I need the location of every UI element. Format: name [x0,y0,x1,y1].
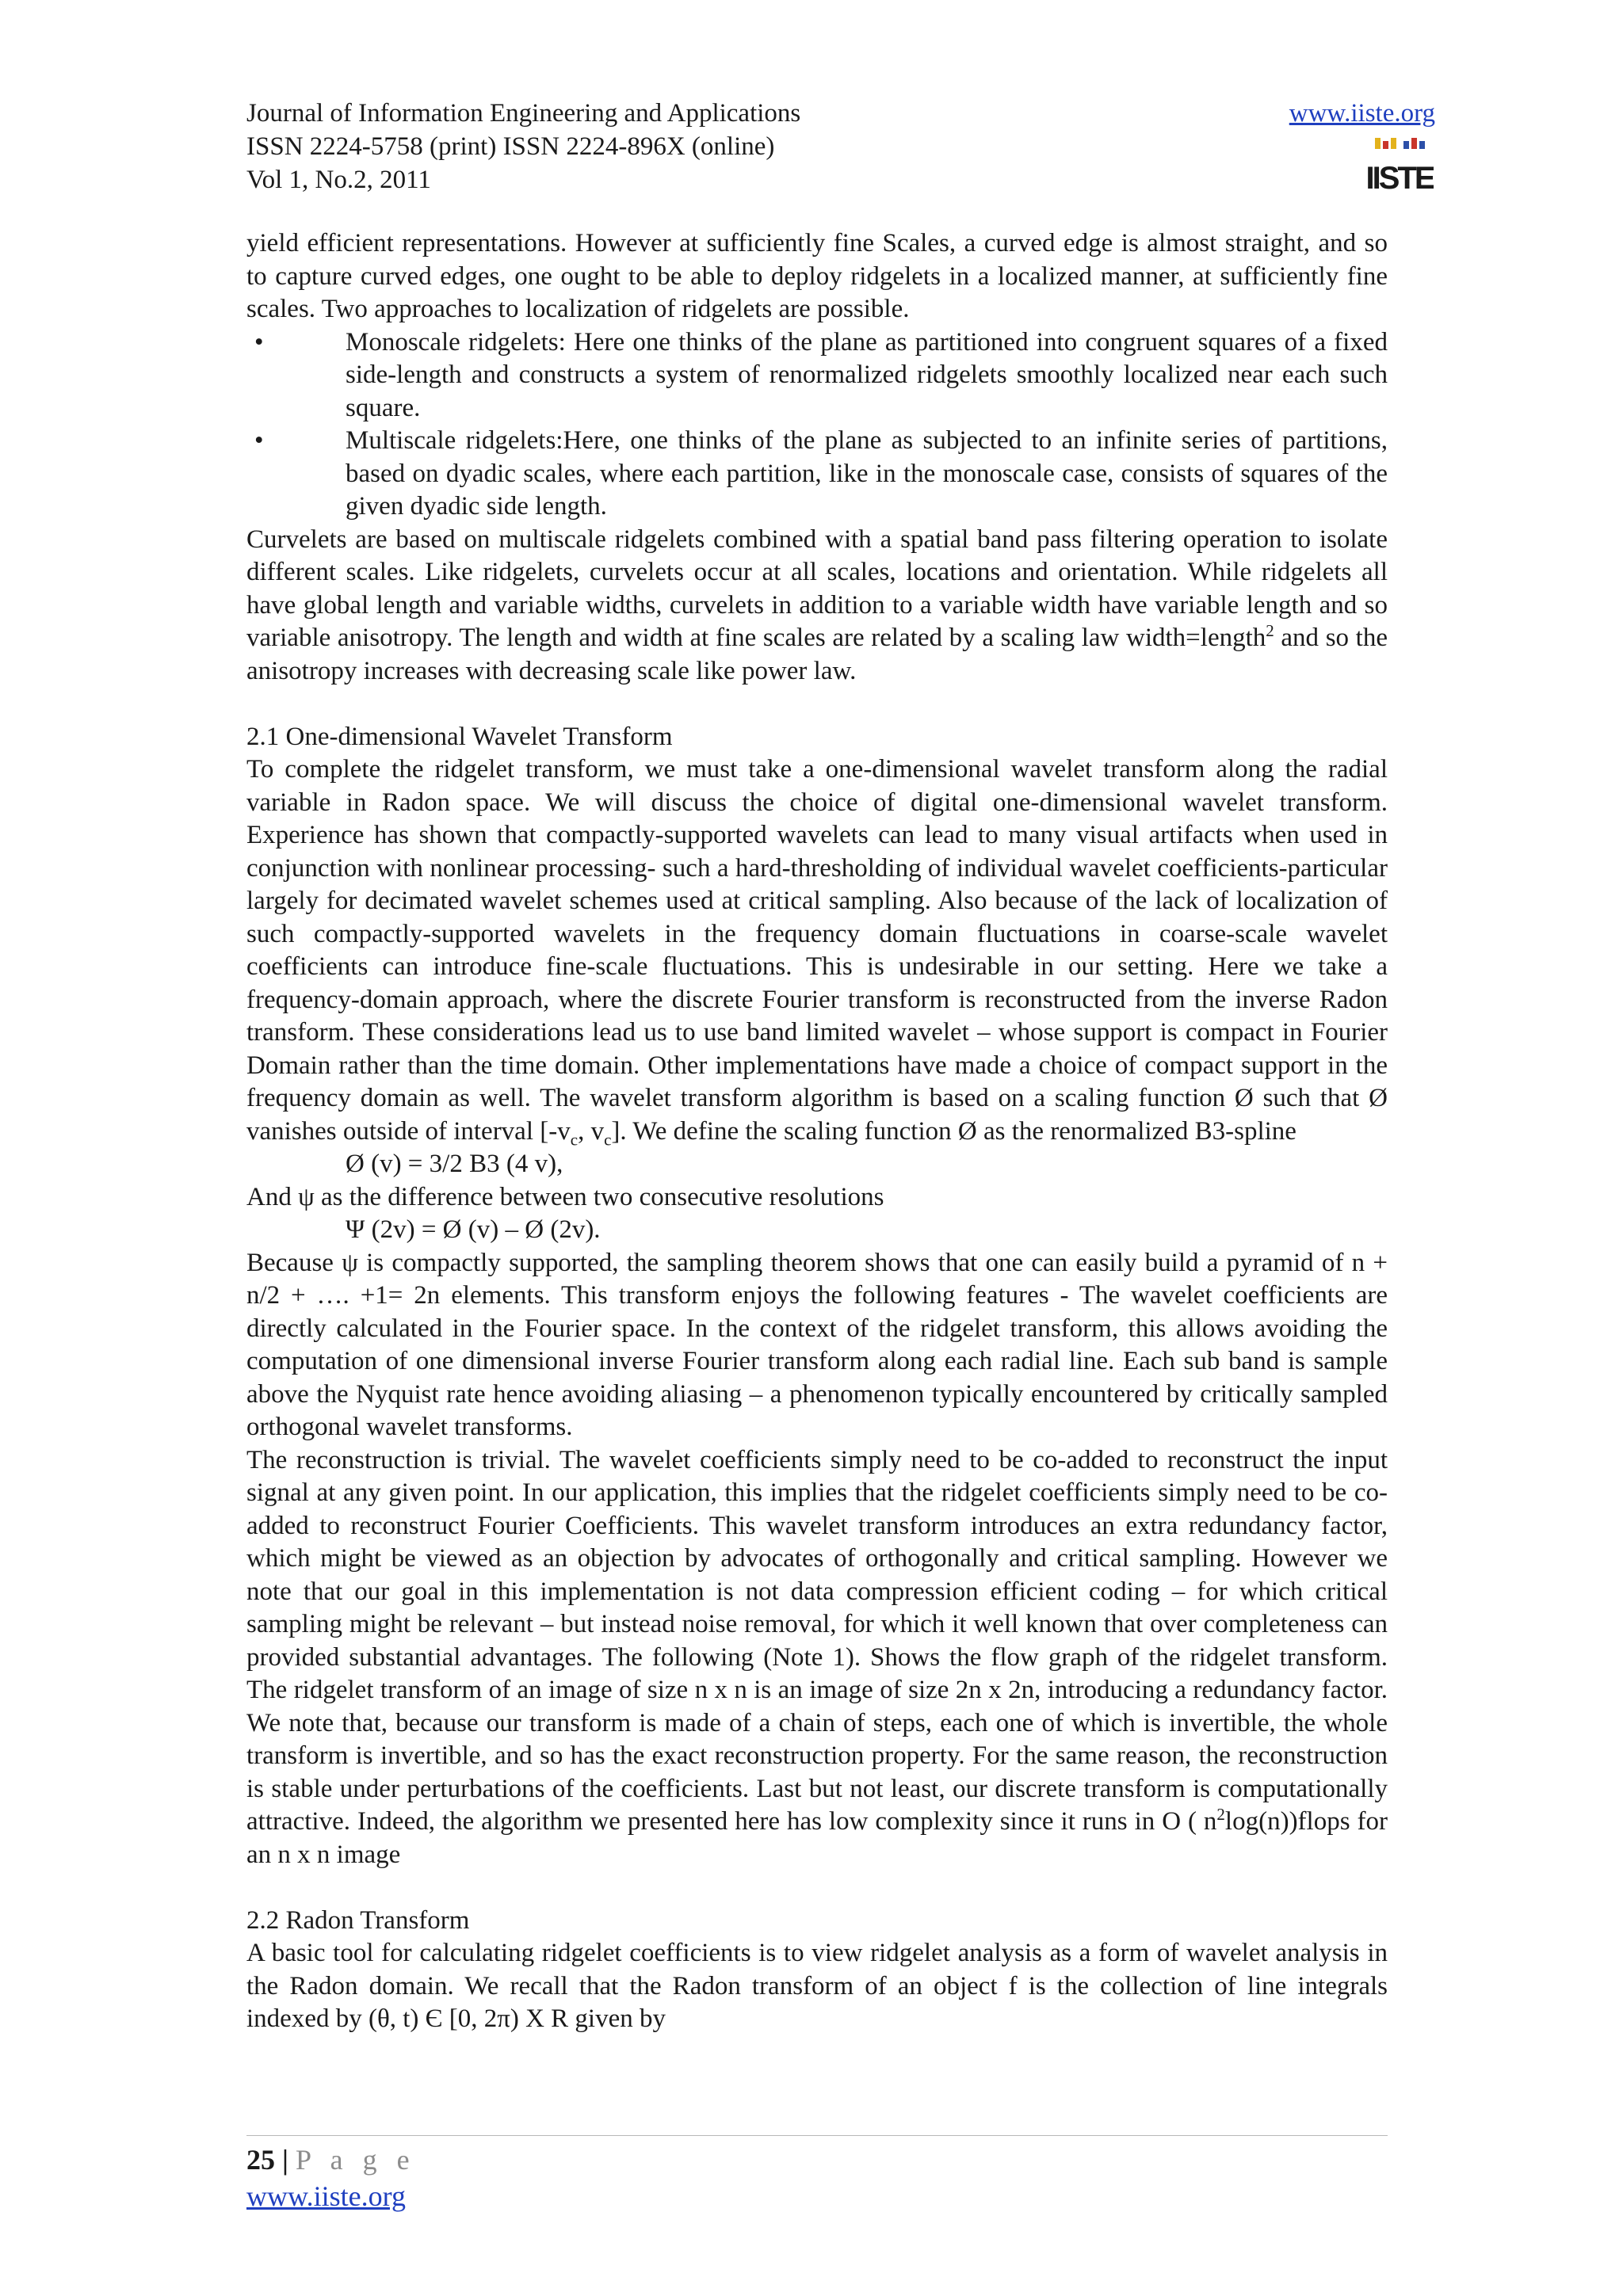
page-header [246,97,1435,196]
page-footer [246,2142,416,2214]
bullet-text-multiscale: Multiscale ridgelets:Here, one thinks of the plane as subjected to an infinite series of partitions, based on dyadic scales, where each partition, like in the monoscale case, consists of squares of the given dyadic side length. [346,426,1388,521]
page-word: P a g e [295,2144,416,2176]
iiste-logo-icon [1365,136,1434,193]
subscript: c [570,1130,579,1150]
localization-list [246,326,1388,524]
page-number-line [246,2142,416,2178]
section-2-2-title: 2.2 Radon Transform [246,1905,470,1935]
header-website-link[interactable]: www.iiste.org [1289,99,1435,128]
curvelets-text-end: and so the anisotropy increases with decreasing scale like power law. [246,624,1388,685]
bullet-text-monoscale: Monoscale ridgelets: Here one thinks of the plane as partitioned into congruent squares of a fixed side-length and constructs a system of renormalized ridgelets smoothly localized near each such square. [346,327,1388,422]
reconstruction-paragraph [246,1444,1388,1872]
article-body [246,227,1388,2036]
list-item [246,425,1388,524]
logo-text: IISTE [1365,161,1434,193]
reconstruction-text: The reconstruction is trivial. The wavelet coefficients simply need to be co-added to reconstruct the input signal at any given point. In our application, this implies that the ridgelet coefficients simply need to be co-added to reconstruct Fourier Coefficients. This wavelet transform introduces an extra redundancy factor, which might be viewed as an objection by advocates of orthogonally and critical sampling. However we note that our goal in this implementation is not data compression efficient coding – for which critical sampling might be relevant – but instead noise removal, for which it well known that over completeness can provided substantial advantages. The following (Note 1). Shows the flow graph of the ridgelet transform. The ridgelet transform of an image of size n x n is an image of size 2n x 2n, introducing a redundancy factor. We note that, because our transform is made of a chain of steps, each one of which is invertible, the whole transform is invertible, and so has the exact reconstruction property. For the same reason, the reconstruction is stable under perturbations of the coefficients. Last but not least, our discrete transform is computationally attractive. Indeed, the algorithm we presented here has low complexity since it runs in O ( n [246,1445,1388,1836]
radon-paragraph: A basic tool for calculating ridgelet coefficients is to view ridgelet analysis as a form of wavelet analysis in the Radon domain. We recall that the Radon transform of an object f is the collection of line integrals indexed by (θ, t) Є [0, 2π) X R given by [246,1939,1388,2033]
bullet-icon: • [254,327,264,357]
footer-website-link[interactable]: www.iiste.org [246,2180,406,2212]
page-separator: | [275,2144,296,2176]
subscript: c [604,1130,612,1150]
volume-line: Vol 1, No.2, 2011 [246,166,431,194]
wavelet-text: To complete the ridgelet transform, we must take a one-dimensional wavelet transform along the radial variable in Radon space. We will discuss the choice of digital one-dimensional wavelet transform. Experience has shown that compactly-supported wavelets can lead to many visual artifacts when used in conjunction with nonlinear processing- such a hard-thresholding of individual wavelet coefficients-particular largely for decimated wavelet schemes used at critical sampling. Also because of the lack of localization of such compactly-supported wavelets in the frequency domain fluctuations in coarse-scale wavelet coefficients can introduce fine-scale fluctuations. This is undesirable in our setting. Here we take a frequency-domain approach, where the discrete Fourier transform is reconstructed from the inverse Radon transform. These considerations lead us to use band limited wavelet – whose support is compact in Fourier Domain rather than the time domain. Other implementations have made a choice of compact support in the frequency domain as well. The wavelet transform algorithm is based on a scaling function Ø such that Ø vanishes outside of interval [-v [246,755,1388,1146]
footer-divider [246,2135,1388,2136]
wavelet-text-mid: , v [578,1116,605,1146]
wavelet-paragraph [246,753,1388,1148]
pyramid-paragraph: Because ψ is compactly supported, the sampling theorem shows that one can easily build a pyramid of n + n/2 + …. +1= 2n elements. This transform enjoys the following features - The wavelet coefficients are directly calculated in the Fourier space. In the context of the ridgelet transform, this allows avoiding the computation of one dimensional inverse Fourier transform along each radial line. Each sub band is sample above the Nyquist rate hence avoiding aliasing – a phenomenon typically encountered by critically sampled orthogonal wavelet transforms. [246,1248,1388,1441]
section-2-1-title: 2.1 One-dimensional Wavelet Transform [246,722,673,751]
journal-title: Journal of Information Engineering and Applications [246,99,801,128]
superscript: 2 [1216,1805,1225,1824]
psi-line: And ψ as the difference between two consecutive resolutions [246,1182,884,1211]
equation-psi: Ψ (2v) = Ø (v) – Ø (2v). [346,1215,601,1244]
issn-line: ISSN 2224-5758 (print) ISSN 2224-896X (online) [246,132,775,161]
equation-scaling: Ø (v) = 3/2 B3 (4 v), [346,1150,563,1178]
curvelets-paragraph [246,524,1388,688]
wavelet-text-end: ]. We define the scaling function Ø as the renormalized B3-spline [611,1116,1296,1146]
list-item [246,326,1388,425]
bullet-icon: • [254,426,264,455]
superscript: 2 [1266,621,1274,640]
reconstruction-text-end: log(n))flops for an n x n image [246,1807,1388,1869]
intro-paragraph: yield efficient representations. However at sufficiently fine Scales, a curved edge is almost straight, and so to capture curved edges, one ought to be able to deploy ridgelets in a localized manner, at sufficiently fine scales. Two approaches to localization of ridgelets are possible. [246,229,1388,323]
page-number: 25 [246,2144,275,2176]
curvelets-text: Curvelets are based on multiscale ridgelets combined with a spatial band pass filtering operation to isolate different scales. Like ridgelets, curvelets occur at all scales, locations and orientation. While ridgelets all have global length and variable widths, curvelets in addition to a variable width have variable length and so variable anisotropy. The length and width at fine scales are related by a scaling law width=length [246,524,1388,652]
